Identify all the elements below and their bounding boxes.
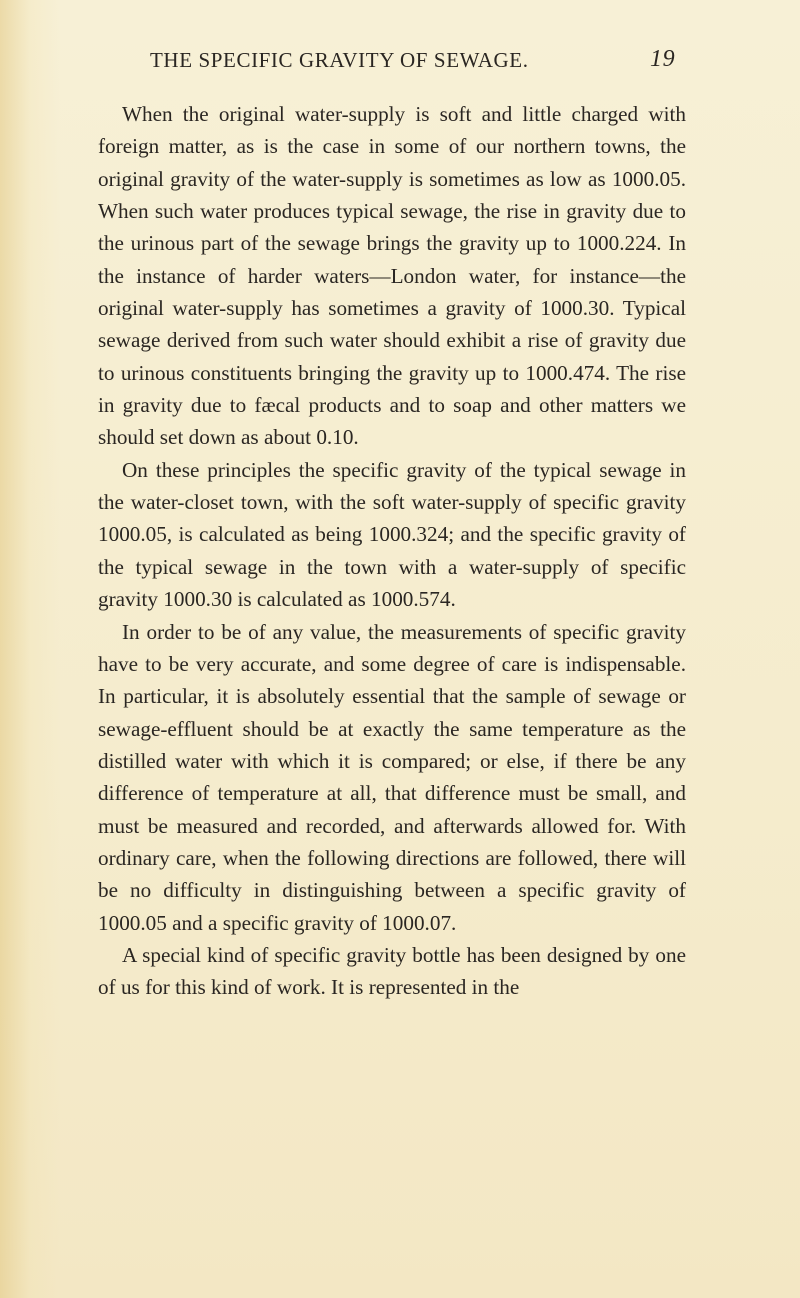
- paragraph: In order to be of any value, the measurements of specific gravity have to be very accurate, and some degree of care is indispensable. In particular, it is absolutely essential that the sample of sewage or sewage-effluent should be at exactly the same temperature as the distilled water with which it is compared; or else, if there be any difference of temperature at all, that difference must be small, and must be measured and recorded, and afterwards allowed for. With ordinary care, when the following directions are followed, there will be no difficulty in distinguishing between a specific gravity of 1000.05 and a specific gravity of 1000.07.: [98, 619, 686, 935]
- running-title: THE SPECIFIC GRAVITY OF SEWAGE.: [150, 48, 529, 72]
- paragraph: When the original water-supply is soft and little charged with foreign matter, as is the case in some of our northern towns, the original gravity of the water-supply is sometimes as low as 1000.05. When such water produces typical sewage, the rise in gravity due to the urinous part of the sewage brings the gravity up to 1000.224. In the instance of harder waters—London water, for instance—the original water-supply has sometimes a gravity of 1000.30. Typical sewage derived from such water should exhibit a rise of gravity due to urinous constituents bringing the gravity up to 1000.474. The rise in gravity due to fæcal products and to soap and other matters we should set down as about 0.10.: [98, 102, 686, 450]
- body-text: [98, 98, 686, 1004]
- running-head: [150, 48, 740, 78]
- page-number: 19: [650, 46, 676, 72]
- paragraph: A special kind of specific gravity bottle has been designed by one of us for this kind of work. It is represented in the: [98, 942, 686, 1000]
- paragraph: On these principles the specific gravity of the typical sewage in the water-closet town, with the soft water-supply of specific gravity 1000.05, is calculated as being 1000.324; and the specific gravity of the typical sewage in the town with a water-supply of specific gravity 1000.30 is calculated as 1000.574.: [98, 457, 686, 612]
